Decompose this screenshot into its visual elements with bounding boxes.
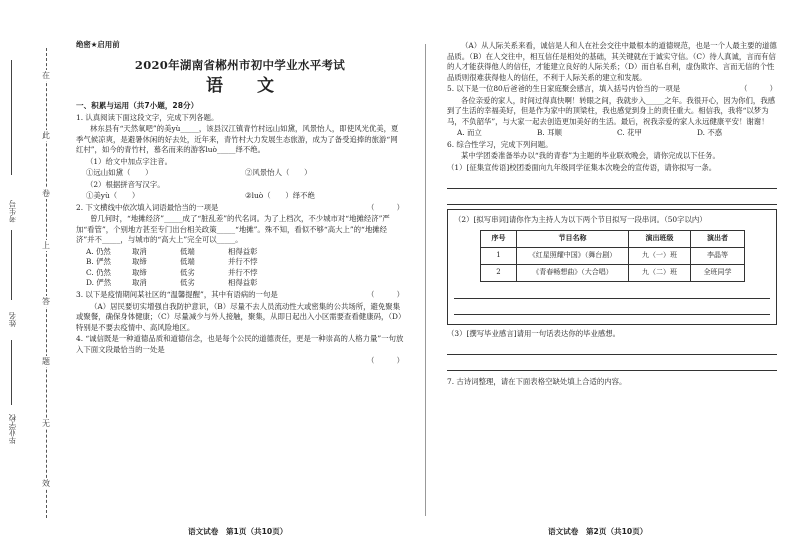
option-b[interactable]: B. 耳顺 [537,128,562,138]
binding-char: 卷 [42,189,50,198]
binding-char: 答 [42,297,50,306]
table-row [481,247,745,264]
option-cell[interactable]: A. 仍然 [86,246,111,256]
option-cell: 低劣 [180,267,195,277]
binding-char: 在 [42,71,50,80]
table-cell: 九（二）班 [629,264,691,281]
answer-blank[interactable]: ②风景怡人（ ） [245,168,312,178]
program-table [480,230,745,282]
question-3-stem [76,290,404,301]
table-header: 序号 [481,230,517,247]
answer-paren[interactable]: （ ） [367,202,404,212]
table-cell: 2 [481,264,517,281]
question-1-sub1: （1）给文中加点字注音。 [86,156,173,166]
option-c[interactable]: C. 花甲 [617,128,642,138]
question-3-passage: （A）居民要切实增强自我防护意识，（B）尽量不去人员流动性大或密集的公共场所，避免聚集或聚餐，确保身体健康；（C）尽量减少与外人接触，聚集，从即日起出入小区需要查看健康码，（D）特别是不要去疫情中、高风险地区。 [76,301,402,332]
option-cell[interactable]: D. 俨然 [86,278,112,288]
section-heading: 一、积累与运用（共7小题，28分） [76,100,199,110]
table-header: 演出者 [691,230,745,247]
question-5-passage: 各位亲爱的家人，时间过得真快啊！转眼之间，我就步入_____之年。我很开心，因为你们，我感到了生活的幸福美好，但是作为家中的顶梁柱，我也感觉到身上的责任重大。相信我，我将“以梦为马，不负韶华”，与大家一起去创造更加美好的生活。最后，祝我亲爱的家人永远健康平安！谢谢！ [447,95,776,126]
question-6-task1: （1）[征集宣传语]校团委面向九年级同学征集本次晚会的宣传语，请你拟写一条。 [447,162,717,172]
question-6-task2: （2）[拟写串词]请你作为主持人为以下两个节目拟写一段串词。（50字以内） [454,215,707,225]
question-5-stem [447,84,777,95]
table-header: 演出班级 [629,230,691,247]
binding-char: 题 [42,357,50,366]
question-1-passage: 林东县有“天然氧吧”的美yù_____，该县汉江镇青竹村远山如黛，风景怡人，即使风光优美，夏季气候凉爽，是避暑休闲的好去处，近年来，青竹村大力发展生态旅游，成为了备受追捧的旅游“网红村”，如今的青竹村，慕名而来的游客luò_____绎不绝。 [76,124,399,155]
table-cell: 《红星照耀中国》（舞台剧） [517,247,629,264]
question-6-intro: 某中学团委准备举办以“我的青春”为主题的毕业联欢晚会，请你完成以下任务。 [461,151,720,161]
table-row [481,264,745,281]
question-2-stem [76,203,404,214]
candidate-number-label: 考生号 [8,200,17,223]
question-5-text: 5. 以下是一位80后爸爸的生日家庭聚会感言，填入括号内恰当的一项是 [447,84,681,94]
question-6-task2-box [447,209,777,325]
answer-paren[interactable]: （ ） [740,84,777,94]
option-cell: 低端 [180,246,195,256]
subject-title: 语 文 [206,75,288,96]
option-cell: 取缔 [132,267,147,277]
question-4-passage: （A）从人际关系来看，诚信是人和人在社会交往中最根本的道德规范，也是一个人最主要的道德品质。（B）在人交往中，相互信任是相处的基础，其关键就在于诚实守信。（C）待人真诚，言而有信的人才能获得他人的信任，才能建立良好的人际关系；（D）而自私自利，虚伪欺诈、言而无信的个性品质则很难获得他人的信任，不利于人际关系的建立和发展。 [447,41,777,82]
answer-line[interactable] [447,176,777,189]
answer-line[interactable] [454,286,770,299]
page-2-footer: 语文试卷 第2页（共10页） [548,527,648,536]
answer-line[interactable] [454,302,770,315]
candidate-number-field[interactable] [11,60,12,175]
answer-blank[interactable]: ②luò（ ）绎不绝 [245,191,315,201]
binding-char: 效 [42,479,50,488]
page-2 [447,40,777,389]
option-cell: 低端 [180,257,195,267]
option-cell: 相得益彰 [228,278,258,288]
table-cell: 《青春畅想曲》（大合唱） [517,264,629,281]
question-6-stem: 6. 综合性学习，完成下列问题。 [447,139,553,149]
table-cell: 九（一）班 [629,247,691,264]
question-3-text: 3. 以下是疫情期间某社区的“温馨提醒”，其中有语病的一句是 [76,290,278,299]
exam-title: 2020年湖南省郴州市初中学业水平考试 [134,57,346,72]
table-cell: 1 [481,247,517,264]
question-1-stem: 1. 认真阅读下面这段文字，完成下列各题。 [76,112,219,122]
confidential-mark: 绝密★启用前 [76,40,120,49]
question-6-task3: （3）[撰写毕业感言]请用一句话表达你的毕业感想。 [447,328,621,338]
option-d[interactable]: D. 不惑 [697,128,723,138]
question-7-stem: 7. 古诗词整理，请在下面表格空缺处填上合适的内容。 [447,377,627,387]
question-1-sub2: （2）根据拼音写汉字。 [86,179,165,189]
answer-line[interactable] [447,192,777,205]
page-1 [76,40,404,367]
answer-blank[interactable]: ①远山如黛（ ） [86,168,153,178]
question-1-sub1-options [76,168,404,179]
page-divider [425,44,426,516]
binding-char: 此 [42,131,50,140]
question-2-options [76,247,404,289]
school-field[interactable] [11,340,12,405]
option-cell: 并行不悖 [228,257,258,267]
binding-dotted-line [46,48,47,518]
option-cell: 取消 [132,246,147,256]
table-header-row [481,230,745,247]
binding-char: 无 [42,419,50,428]
page-1-footer: 语文试卷 第1页（共10页） [188,527,288,536]
answer-line[interactable] [447,342,777,355]
table-cell: 全班同学 [691,264,745,281]
option-a[interactable]: A. 而立 [457,128,482,138]
question-5-options [447,128,777,139]
answer-paren[interactable]: （ ） [367,356,404,366]
answer-blank[interactable]: ①美yù（ ） [86,191,140,201]
option-cell: 取消 [132,278,147,288]
answer-line[interactable] [447,358,777,371]
question-4-stem: 4. “诚信既是一种道德品质和道德信念，也是每个公民的道德责任，更是一种崇高的人格力量”一句放入下面文段最恰当的一处是 [76,334,404,354]
option-cell[interactable]: B. 俨然 [86,257,111,267]
name-label: 姓名 [8,312,17,327]
answer-paren[interactable]: （ ） [367,290,404,299]
school-label: 毕业学校 [8,414,17,444]
option-cell: 并行不悖 [228,267,258,277]
option-cell: 低劣 [180,278,195,288]
option-cell[interactable]: C. 仍然 [86,267,111,277]
option-cell: 取缔 [132,257,147,267]
binding-strip [0,0,70,560]
question-2-passage: 曾几何时，“地摊经济”_____成了“脏乱差”的代名词。为了上档次，不少城市对“地摊经济”严加“看管”，个别地方甚至专门出台相关政策_____“地摊”。殊不知，看似不够“高大上”的“地摊经济”并不_____，与城市的“高大上”完全可以_____。 [76,214,390,245]
option-cell: 相得益彰 [228,246,258,256]
name-field[interactable] [11,230,12,300]
question-2-text: 2. 下文横线中依次填入词语最恰当的一项是 [76,202,219,212]
question-1-sub2-options [76,191,404,202]
binding-char: 上 [42,241,50,250]
table-cell: 李晶等 [691,247,745,264]
table-header: 节目名称 [517,230,629,247]
